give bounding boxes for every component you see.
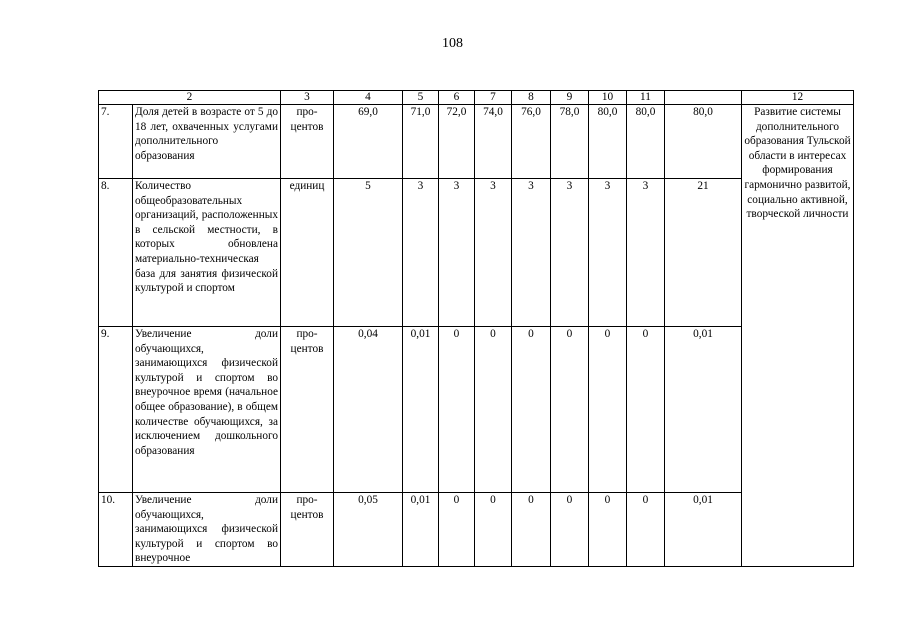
value-cell: 0 [551, 493, 589, 567]
header-cell: 8 [512, 91, 551, 105]
row-number: 10. [99, 493, 133, 567]
value-cell: 80,0 [665, 105, 742, 179]
row-number: 9. [99, 327, 133, 493]
indicator-name: Количество общеобразовательных организаций, расположенных в сельской местности, в которых обновлена материально-техническая база для занятия физической культурой и спортом [133, 179, 281, 327]
value-cell: 0 [439, 327, 475, 493]
value-cell: 3 [551, 179, 589, 327]
header-cell: 7 [475, 91, 512, 105]
value-cell: 3 [403, 179, 439, 327]
value-cell: 3 [589, 179, 627, 327]
value-cell: 0 [627, 493, 665, 567]
value-cell: 74,0 [475, 105, 512, 179]
header-cell: 2 [99, 91, 281, 105]
value-cell: 5 [334, 179, 403, 327]
indicator-name: Доля детей в возрасте от 5 до 18 лет, охваченных услугами дополнительного образования [133, 105, 281, 179]
value-cell: 0 [475, 493, 512, 567]
table-row [99, 327, 854, 493]
header-cell: 10 [589, 91, 627, 105]
unit-cell: про-центов [281, 105, 334, 179]
value-cell: 0,01 [665, 327, 742, 493]
indicators-table [98, 90, 854, 567]
value-cell: 72,0 [439, 105, 475, 179]
header-cell: 9 [551, 91, 589, 105]
header-cell: 3 [281, 91, 334, 105]
value-cell: 0,01 [665, 493, 742, 567]
unit-cell: единиц [281, 179, 334, 327]
table-row [99, 179, 854, 327]
header-cell: 11 [627, 91, 665, 105]
header-cell: 4 [334, 91, 403, 105]
header-cell [665, 91, 742, 105]
value-cell: 71,0 [403, 105, 439, 179]
goal-cell: Развитие системы дополнительного образования Тульской области в интересах формирования гармонично развитой, социально активной, творческой личности [742, 105, 854, 567]
value-cell: 0,01 [403, 493, 439, 567]
value-cell: 0,04 [334, 327, 403, 493]
value-cell: 0 [475, 327, 512, 493]
value-cell: 76,0 [512, 105, 551, 179]
value-cell: 0 [512, 493, 551, 567]
value-cell: 0 [551, 327, 589, 493]
value-cell: 78,0 [551, 105, 589, 179]
value-cell: 21 [665, 179, 742, 327]
value-cell: 3 [439, 179, 475, 327]
indicator-name: Увеличение доли обучающихся, занимающихся физической культурой и спортом во внеурочное [133, 493, 281, 567]
value-cell: 3 [475, 179, 512, 327]
indicator-name: Увеличение доли обучающихся, занимающихся физической культурой и спортом во внеурочное время (начальное общее образование), в общем количестве обучающихся, за исключением дошкольного образования [133, 327, 281, 493]
value-cell: 0 [589, 327, 627, 493]
header-cell: 6 [439, 91, 475, 105]
unit-cell: про-центов [281, 493, 334, 567]
value-cell: 80,0 [627, 105, 665, 179]
header-cell: 5 [403, 91, 439, 105]
header-cell: 12 [742, 91, 854, 105]
row-number: 7. [99, 105, 133, 179]
table-row [99, 105, 854, 179]
value-cell: 3 [627, 179, 665, 327]
value-cell: 0 [439, 493, 475, 567]
page-number: 108 [442, 36, 463, 51]
value-cell: 0 [589, 493, 627, 567]
unit-cell: про-центов [281, 327, 334, 493]
header-row [99, 91, 854, 105]
value-cell: 0 [627, 327, 665, 493]
value-cell: 69,0 [334, 105, 403, 179]
row-number: 8. [99, 179, 133, 327]
value-cell: 3 [512, 179, 551, 327]
value-cell: 80,0 [589, 105, 627, 179]
table-row [99, 493, 854, 567]
value-cell: 0,01 [403, 327, 439, 493]
value-cell: 0,05 [334, 493, 403, 567]
value-cell: 0 [512, 327, 551, 493]
